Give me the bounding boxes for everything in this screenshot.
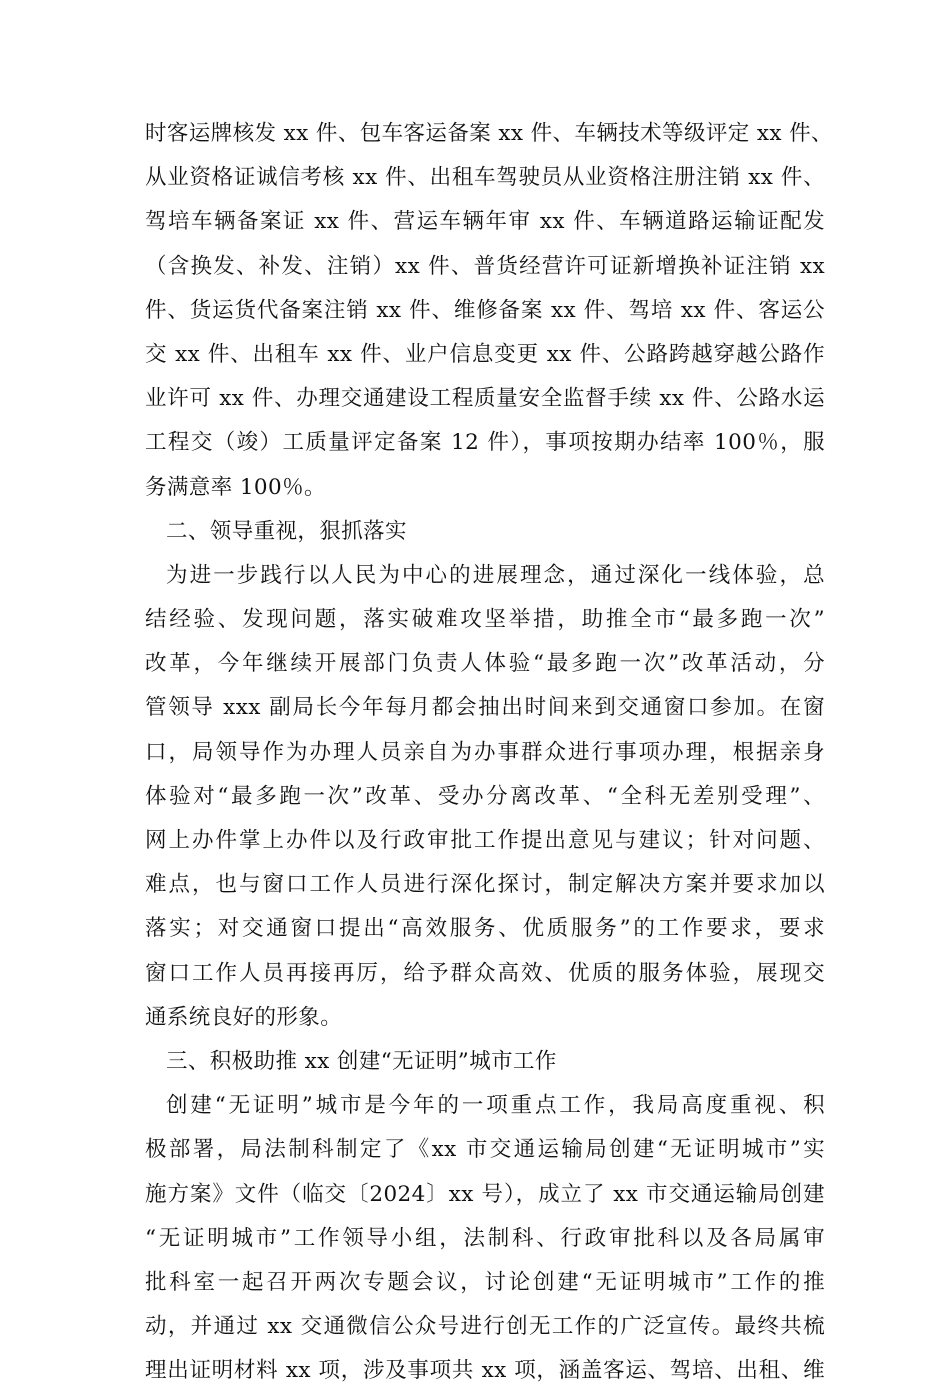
paragraph-3-line: 动，并通过 xx 交通微信公众号进行创无工作的广泛宣传。最终共梳 — [145, 1314, 825, 1340]
paragraph-3-line: “无证明城市”工作领导小组，法制科、行政审批科以及各局属审 — [145, 1225, 825, 1251]
paragraph-2-line: 口，局领导作为办理人员亲自为办事群众进行事项办理，根据亲身 — [145, 739, 825, 765]
paragraph-2-line: 窗口工作人员再接再厉，给予群众高效、优质的服务体验，展现交 — [145, 960, 825, 986]
paragraph-3-line: 理出证明材料 xx 项，涉及事项共 xx 项，涵盖客运、驾培、出租、维 — [145, 1358, 825, 1384]
paragraph-3-line: 创建“无证明”城市是今年的一项重点工作，我局高度重视、积 — [166, 1093, 825, 1119]
paragraph-2-line: 结经验、发现问题，落实破难攻坚举措，助推全市“最多跑一次” — [145, 607, 825, 633]
paragraph-2-line: 落实；对交通窗口提出“高效服务、优质服务”的工作要求，要求 — [145, 916, 825, 942]
section-heading-3: 三、积极助推 xx 创建“无证明”城市工作 — [166, 1048, 557, 1074]
paragraph-2-line: 网上办件掌上办件以及行政审批工作提出意见与建议；针对问题、 — [145, 828, 825, 853]
paragraph-1-line: 工程交（竣）工质量评定备案 12 件），事项按期办结率 100％，服 — [145, 430, 826, 456]
paragraph-2-line: 体验对“最多跑一次”改革、受办分离改革、“全科无差别受理”、 — [145, 783, 825, 809]
paragraph-1-line: 业许可 xx 件、办理交通建设工程质量安全监督手续 xx 件、公路水运 — [145, 386, 825, 412]
paragraph-1-line: 件、货运货代备案注销 xx 件、维修备案 xx 件、驾培 xx 件、客运公 — [145, 297, 825, 323]
section-heading-2: 二、领导重视，狠抓落实 — [166, 518, 407, 544]
paragraph-3-line: 施方案》文件（临交〔2024〕xx 号），成立了 xx 市交通运输局创建 — [145, 1181, 825, 1207]
paragraph-1-line: 交 xx 件、出租车 xx 件、业户信息变更 xx 件、公路跨越穿越公路作 — [145, 341, 825, 367]
paragraph-2-line: 难点，也与窗口工作人员进行深化探讨，制定解决方案并要求加以 — [145, 872, 825, 898]
paragraph-1-line: （含换发、补发、注销）xx 件、普货经营许可证新增换补证注销 xx — [145, 253, 825, 279]
paragraph-2-line: 改革，今年继续开展部门负责人体验“最多跑一次”改革活动，分 — [145, 651, 825, 677]
paragraph-2-line: 通系统良好的形象。 — [145, 1004, 343, 1030]
paragraph-3-line: 批科室一起召开两次专题会议，讨论创建“无证明城市”工作的推 — [145, 1269, 825, 1295]
paragraph-2-line: 管领导 xxx 副局长今年每月都会抽出时间来到交通窗口参加。在窗 — [145, 695, 825, 721]
paragraph-1-line: 务满意率 100％。 — [145, 474, 326, 500]
paragraph-1-line: 驾培车辆备案证 xx 件、营运车辆年审 xx 件、车辆道路运输证配发 — [145, 209, 825, 235]
paragraph-3-line: 极部署，局法制科制定了《xx 市交通运输局创建“无证明城市”实 — [145, 1137, 825, 1163]
paragraph-1-line: 从业资格证诚信考核 xx 件、出租车驾驶员从业资格注册注销 xx 件、 — [145, 165, 825, 191]
document-body — [145, 112, 833, 1393]
paragraph-1-line: 时客运牌核发 xx 件、包车客运备案 xx 件、车辆技术等级评定 xx 件、 — [145, 121, 833, 146]
paragraph-2-line: 为进一步践行以人民为中心的进展理念，通过深化一线体验，总 — [166, 562, 825, 588]
